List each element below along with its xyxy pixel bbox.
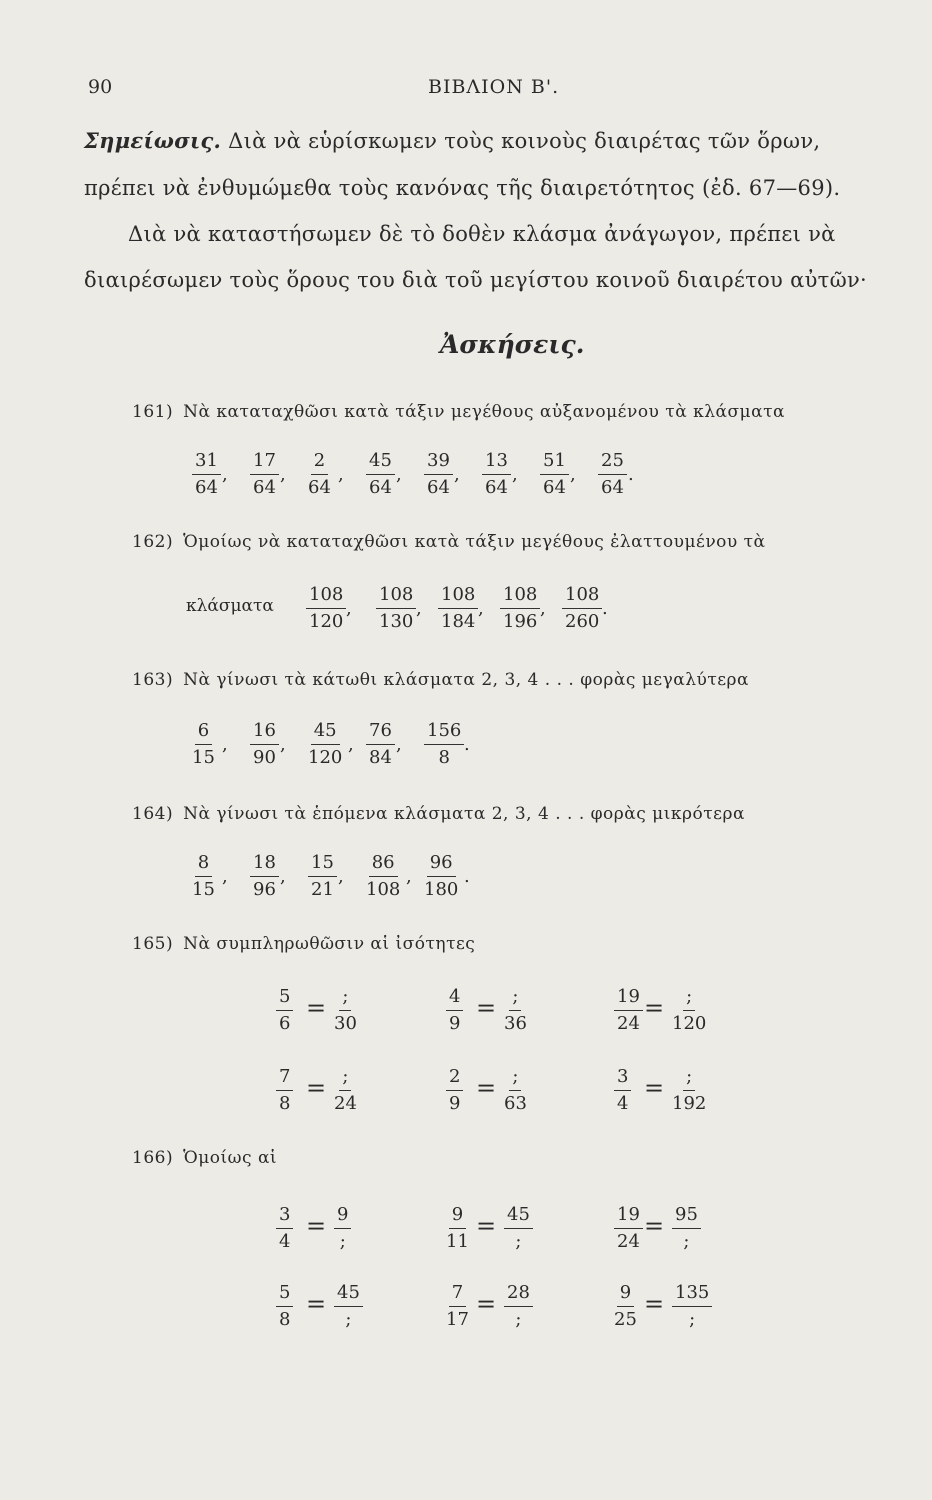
numerator: 45 xyxy=(311,722,340,745)
numerator: 19 xyxy=(614,1206,643,1229)
comma: , xyxy=(570,464,576,485)
equals-sign: = xyxy=(644,1212,665,1240)
equals-sign: = xyxy=(644,1074,665,1102)
exercise-text: Νὰ συμπληρωθῶσιν αἱ ἰσότητες xyxy=(183,934,476,954)
exercise-166 xyxy=(132,1148,277,1168)
equals-sign: = xyxy=(476,994,497,1022)
comma: , xyxy=(346,598,352,619)
denominator: 24 xyxy=(617,1231,640,1252)
page-number: 90 xyxy=(88,76,113,98)
fraction xyxy=(366,452,395,497)
numerator: 5 xyxy=(276,1284,293,1307)
exercise-number: 161) xyxy=(132,402,174,422)
numerator: ; xyxy=(683,988,695,1011)
numerator: 45 xyxy=(366,452,395,475)
denominator: 17 xyxy=(446,1309,469,1330)
numerator: 108 xyxy=(500,586,540,609)
fraction xyxy=(192,722,215,767)
fraction xyxy=(192,854,215,899)
denominator: 15 xyxy=(192,879,215,900)
denominator: 120 xyxy=(308,747,343,768)
comma: , xyxy=(338,866,344,887)
numerator: 108 xyxy=(376,586,416,609)
fraction xyxy=(376,586,416,631)
equals-sign: = xyxy=(476,1074,497,1102)
equals-sign: = xyxy=(476,1212,497,1240)
exercise-163 xyxy=(132,670,749,690)
fraction xyxy=(504,1206,533,1251)
exercise-162 xyxy=(132,532,766,552)
fraction xyxy=(334,1068,357,1113)
numerator: ; xyxy=(509,988,521,1011)
equals-sign: = xyxy=(306,1074,327,1102)
numerator: 4 xyxy=(446,988,463,1011)
comma: , xyxy=(454,464,460,485)
denominator: ; xyxy=(339,1231,346,1252)
fraction xyxy=(424,722,464,767)
denominator: 64 xyxy=(485,477,508,498)
fraction xyxy=(250,452,279,497)
equals-sign: = xyxy=(306,1290,327,1318)
fractions-label: κλάσματα xyxy=(186,596,274,616)
denominator: 260 xyxy=(565,611,600,632)
equals-sign: = xyxy=(644,994,665,1022)
denominator: 90 xyxy=(253,747,276,768)
numerator: 9 xyxy=(449,1206,466,1229)
note-line-1-text: Διὰ νὰ εὑρίσκωμεν τοὺς κοινοὺς διαιρέτας τῶν ὅρων, xyxy=(221,129,821,153)
numerator: 5 xyxy=(276,988,293,1011)
note-label: Σημείωσις. xyxy=(84,128,222,153)
numerator: 2 xyxy=(446,1068,463,1091)
numerator: 31 xyxy=(192,452,221,475)
denominator: 130 xyxy=(379,611,414,632)
denominator: 6 xyxy=(279,1013,291,1034)
exercise-text: Ὁμοίως νὰ καταταχθῶσι κατὰ τάξιν μεγέθους ἐλαττουμένου τὰ xyxy=(183,532,766,552)
numerator: 19 xyxy=(614,988,643,1011)
note-line-3: Διὰ νὰ καταστήσωμεν δὲ τὸ δοθὲν κλάσμα ἀνάγωγον, πρέπει νὰ xyxy=(128,222,836,246)
fraction xyxy=(276,1206,293,1251)
denominator: ; xyxy=(515,1309,522,1330)
numerator: 15 xyxy=(308,854,337,877)
numerator: 9 xyxy=(617,1284,634,1307)
numerator: 28 xyxy=(504,1284,533,1307)
comma: , xyxy=(416,598,422,619)
comma: , xyxy=(280,866,286,887)
fraction xyxy=(540,452,569,497)
fraction xyxy=(504,988,527,1033)
exercise-number: 165) xyxy=(132,934,174,954)
denominator: 196 xyxy=(503,611,538,632)
comma: , xyxy=(280,734,286,755)
fraction xyxy=(308,452,331,497)
fraction xyxy=(308,854,337,899)
fraction xyxy=(672,1284,712,1329)
comma: , xyxy=(280,464,286,485)
comma: , xyxy=(396,464,402,485)
denominator: 120 xyxy=(672,1013,707,1034)
numerator: 95 xyxy=(672,1206,701,1229)
numerator: 108 xyxy=(562,586,602,609)
numerator: 108 xyxy=(438,586,478,609)
period: . xyxy=(602,598,608,619)
exercise-number: 166) xyxy=(132,1148,174,1168)
period: . xyxy=(464,734,470,755)
denominator: ; xyxy=(345,1309,352,1330)
exercise-text: Ὁμοίως αἱ xyxy=(183,1148,278,1168)
numerator: 3 xyxy=(614,1068,631,1091)
numerator: 39 xyxy=(424,452,453,475)
exercise-text: Νὰ γίνωσι τὰ κάτωθι κλάσματα 2, 3, 4 . . . φορὰς μεγαλύτερα xyxy=(183,670,750,690)
denominator: 24 xyxy=(617,1013,640,1034)
comma: , xyxy=(222,866,228,887)
numerator: ; xyxy=(683,1068,695,1091)
numerator: 96 xyxy=(427,854,456,877)
denominator: 63 xyxy=(504,1093,527,1114)
denominator: ; xyxy=(683,1231,690,1252)
fraction xyxy=(614,1206,643,1251)
numerator: 135 xyxy=(672,1284,712,1307)
period: . xyxy=(628,464,634,485)
comma: , xyxy=(348,734,354,755)
exercise-number: 164) xyxy=(132,804,174,824)
running-title: ΒΙΒΛΙΟΝ Β'. xyxy=(428,76,560,98)
denominator: 9 xyxy=(449,1013,461,1034)
fraction xyxy=(306,586,346,631)
fraction xyxy=(250,854,279,899)
denominator: 108 xyxy=(366,879,401,900)
exercise-165 xyxy=(132,934,475,954)
denominator: 180 xyxy=(424,879,459,900)
equals-sign: = xyxy=(476,1290,497,1318)
numerator: 9 xyxy=(334,1206,351,1229)
numerator: 76 xyxy=(366,722,395,745)
comma: , xyxy=(512,464,518,485)
fraction xyxy=(366,854,400,899)
fraction xyxy=(334,1206,351,1251)
denominator: 24 xyxy=(334,1093,357,1114)
numerator: 6 xyxy=(195,722,212,745)
denominator: 9 xyxy=(449,1093,461,1114)
note-line-4: διαιρέσωμεν τοὺς ὅρους του διὰ τοῦ μεγίστου κοινοῦ διαιρέτου αὐτῶν· xyxy=(84,268,868,292)
denominator: 64 xyxy=(195,477,218,498)
fraction xyxy=(438,586,478,631)
fraction xyxy=(334,1284,363,1329)
fraction xyxy=(672,1206,701,1251)
numerator: 13 xyxy=(482,452,511,475)
denominator: 8 xyxy=(279,1309,291,1330)
fraction xyxy=(424,854,458,899)
numerator: 17 xyxy=(250,452,279,475)
denominator: 64 xyxy=(253,477,276,498)
denominator: 120 xyxy=(309,611,344,632)
comma: , xyxy=(222,734,228,755)
numerator: 3 xyxy=(276,1206,293,1229)
fraction xyxy=(424,452,453,497)
denominator: 8 xyxy=(438,747,450,768)
numerator: 16 xyxy=(250,722,279,745)
comma: , xyxy=(478,598,484,619)
fraction xyxy=(598,452,627,497)
numerator: 25 xyxy=(598,452,627,475)
numerator: 45 xyxy=(334,1284,363,1307)
numerator: 18 xyxy=(250,854,279,877)
numerator: 86 xyxy=(369,854,398,877)
denominator: 8 xyxy=(279,1093,291,1114)
numerator: 156 xyxy=(424,722,464,745)
note-line-2: πρέπει νὰ ἐνθυμώμεθα τοὺς κανόνας τῆς διαιρετότητος (ἐδ. 67—69). xyxy=(84,176,841,200)
exercise-164 xyxy=(132,804,745,824)
exercise-number: 163) xyxy=(132,670,174,690)
fraction xyxy=(334,988,357,1033)
fraction xyxy=(482,452,511,497)
numerator: 108 xyxy=(306,586,346,609)
denominator: ; xyxy=(515,1231,522,1252)
fraction xyxy=(250,722,279,767)
denominator: 21 xyxy=(311,879,334,900)
denominator: 64 xyxy=(543,477,566,498)
numerator: 45 xyxy=(504,1206,533,1229)
denominator: 4 xyxy=(617,1093,629,1114)
denominator: ; xyxy=(689,1309,696,1330)
denominator: 192 xyxy=(672,1093,707,1114)
fraction xyxy=(446,1284,469,1329)
fraction xyxy=(446,988,463,1033)
exercise-text: Νὰ καταταχθῶσι κατὰ τάξιν μεγέθους αὐξανομένου τὰ κλάσματα xyxy=(183,402,785,422)
fraction xyxy=(500,586,540,631)
fraction xyxy=(672,1068,706,1113)
fraction xyxy=(366,722,395,767)
fraction xyxy=(562,586,602,631)
numerator: 7 xyxy=(449,1284,466,1307)
numerator: 51 xyxy=(540,452,569,475)
fraction xyxy=(504,1068,527,1113)
denominator: 84 xyxy=(369,747,392,768)
equals-sign: = xyxy=(644,1290,665,1318)
fraction xyxy=(276,988,293,1033)
numerator: 8 xyxy=(195,854,212,877)
fraction xyxy=(446,1206,469,1251)
denominator: 25 xyxy=(614,1309,637,1330)
fraction xyxy=(614,1068,631,1113)
denominator: 96 xyxy=(253,879,276,900)
comma: , xyxy=(540,598,546,619)
fraction xyxy=(672,988,706,1033)
fraction xyxy=(504,1284,533,1329)
numerator: 7 xyxy=(276,1068,293,1091)
denominator: 184 xyxy=(441,611,476,632)
note-line-1 xyxy=(84,128,820,153)
fraction xyxy=(192,452,221,497)
fraction xyxy=(614,1284,637,1329)
comma: , xyxy=(222,464,228,485)
denominator: 30 xyxy=(334,1013,357,1034)
exercise-text: Νὰ γίνωσι τὰ ἑπόμενα κλάσματα 2, 3, 4 . . . φορὰς μικρότερα xyxy=(183,804,745,824)
denominator: 36 xyxy=(504,1013,527,1034)
denominator: 64 xyxy=(601,477,624,498)
numerator: ; xyxy=(339,988,351,1011)
numerator: ; xyxy=(339,1068,351,1091)
denominator: 15 xyxy=(192,747,215,768)
fraction xyxy=(276,1068,293,1113)
denominator: 11 xyxy=(446,1231,469,1252)
period: . xyxy=(464,866,470,887)
numerator: ; xyxy=(509,1068,521,1091)
fraction xyxy=(276,1284,293,1329)
denominator: 64 xyxy=(369,477,392,498)
comma: , xyxy=(406,866,412,887)
equals-sign: = xyxy=(306,1212,327,1240)
fraction xyxy=(614,988,643,1033)
denominator: 64 xyxy=(427,477,450,498)
exercise-161 xyxy=(132,402,785,422)
comma: , xyxy=(396,734,402,755)
numerator: 2 xyxy=(311,452,328,475)
exercise-number: 162) xyxy=(132,532,174,552)
denominator: 64 xyxy=(308,477,331,498)
equals-sign: = xyxy=(306,994,327,1022)
fraction xyxy=(308,722,342,767)
comma: , xyxy=(338,464,344,485)
fraction xyxy=(446,1068,463,1113)
exercises-heading: Ἀσκήσεις. xyxy=(440,330,585,359)
denominator: 4 xyxy=(279,1231,291,1252)
